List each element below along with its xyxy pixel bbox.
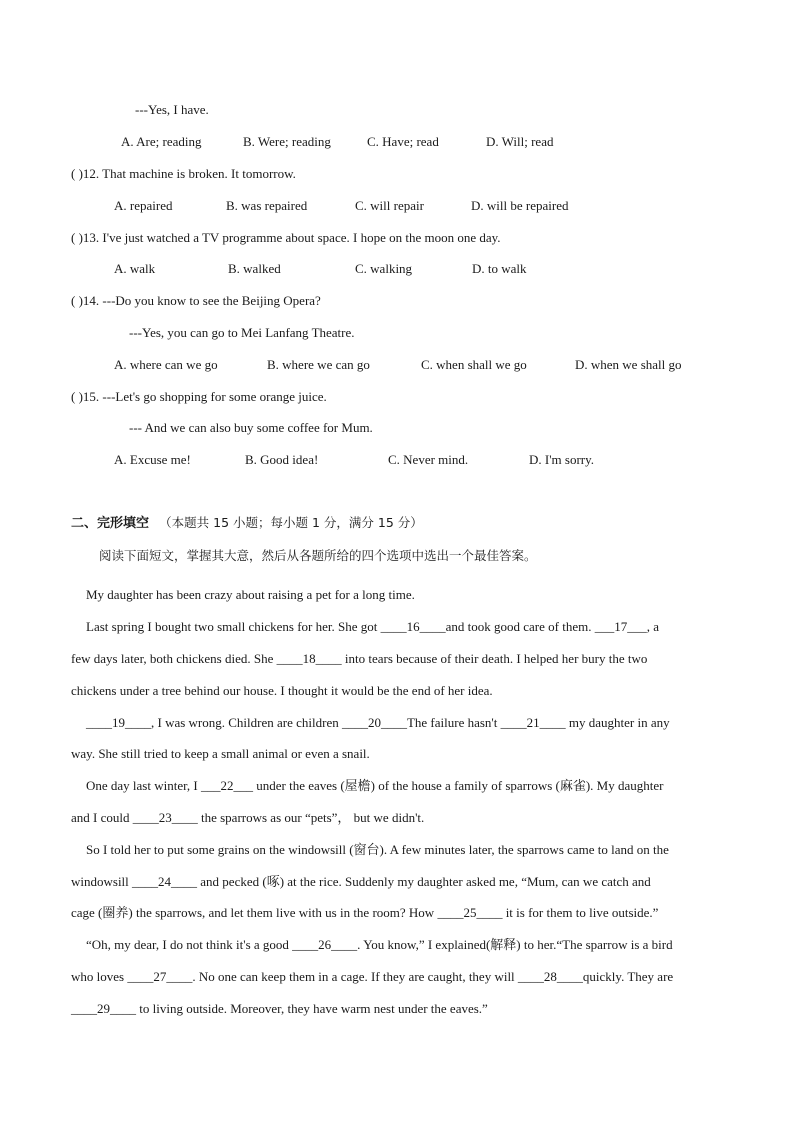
q14-stem: ( )14. ---Do you know to see the Beijing Opera?	[71, 293, 321, 308]
q15-option-a: A. Excuse me!	[114, 452, 191, 467]
section-instruction: 阅读下面短文，掌握其大意，然后从各题所给的四个选项中选出一个最佳答案。	[99, 548, 537, 563]
q13-option-d: D. to walk	[472, 261, 527, 276]
q15-option-d: D. I'm sorry.	[529, 452, 595, 467]
q11-option-b: B. Were; reading	[243, 134, 331, 149]
q12-option-c: C. will repair	[355, 198, 424, 213]
q11-answer-line: ---Yes, I have.	[135, 102, 209, 117]
q15-option-b: B. Good idea!	[245, 452, 319, 467]
passage-line: who loves ____27____. No one can keep them in a cage. If they are caught, they will ____28____quickly. They are	[71, 969, 674, 984]
q15-option-c: C. Never mind.	[388, 452, 469, 467]
q11-option-a: A. Are; reading	[121, 134, 202, 149]
passage-line: ____19____, I was wrong. Children are children ____20____The failure hasn't ____21____ my daughter in any	[86, 715, 670, 730]
q12-option-a: A. repaired	[114, 198, 173, 213]
passage-line: windowsill ____24____ and pecked (啄) at the rice. Suddenly my daughter asked me, “Mum, can we catch and	[71, 874, 651, 889]
q13-option-a: A. walk	[114, 261, 156, 276]
q13-option-c: C. walking	[355, 261, 413, 276]
section-note: （本题共 15 小题；每小题 1 分，满分 15 分）	[159, 515, 423, 530]
passage-line: One day last winter, I ___22___ under the eaves (屋檐) of the house a family of sparrows (麻雀). My daughter	[86, 778, 664, 793]
q14-option-c: C. when shall we go	[421, 357, 527, 372]
passage-line: and I could ____23____ the sparrows as our “pets”， but we didn't.	[71, 810, 425, 825]
q15-answer-line: --- And we can also buy some coffee for Mum.	[129, 420, 373, 435]
passage-line: So I told her to put some grains on the windowsill (窗台). A few minutes later, the sparrows came to land on the	[86, 842, 669, 857]
q11-option-c: C. Have; read	[367, 134, 439, 149]
q13-stem: ( )13. I've just watched a TV programme about space. I hope on the moon one day.	[71, 230, 501, 245]
q14-option-b: B. where we can go	[267, 357, 370, 372]
passage-line: “Oh, my dear, I do not think it's a good ____26____. You know,” I explained(解释) to her.“The sparrow is a bird	[86, 937, 673, 952]
q13-option-b: B. walked	[228, 261, 281, 276]
q12-option-d: D. will be repaired	[471, 198, 569, 213]
passage-line: ____29____ to living outside. Moreover, they have warm nest under the eaves.”	[71, 1001, 488, 1016]
passage-line: My daughter has been crazy about raising a pet for a long time.	[86, 587, 415, 602]
passage-line: Last spring I bought two small chickens for her. She got ____16____and took good care of them. ___17___, a	[86, 619, 659, 634]
section-heading	[71, 515, 423, 532]
q14-option-a: A. where can we go	[114, 357, 218, 372]
section-title: 二、完形填空	[71, 516, 150, 531]
q11-option-d: D. Will; read	[486, 134, 554, 149]
q14-answer-line: ---Yes, you can go to Mei Lanfang Theatre.	[129, 325, 355, 340]
passage-line: way. She still tried to keep a small animal or even a snail.	[71, 746, 370, 761]
q12-stem: ( )12. That machine is broken. It tomorrow.	[71, 166, 296, 181]
q12-option-b: B. was repaired	[226, 198, 308, 213]
passage-line: few days later, both chickens died. She ____18____ into tears because of their death. I helped her bury the two	[71, 651, 648, 666]
passage-line: cage (圈养) the sparrows, and let them live with us in the room? How ____25____ it is for them to live outside.”	[71, 905, 659, 920]
q15-stem: ( )15. ---Let's go shopping for some orange juice.	[71, 389, 327, 404]
passage-line: chickens under a tree behind our house. I thought it would be the end of her idea.	[71, 683, 493, 698]
q14-option-d: D. when we shall go	[575, 357, 682, 372]
